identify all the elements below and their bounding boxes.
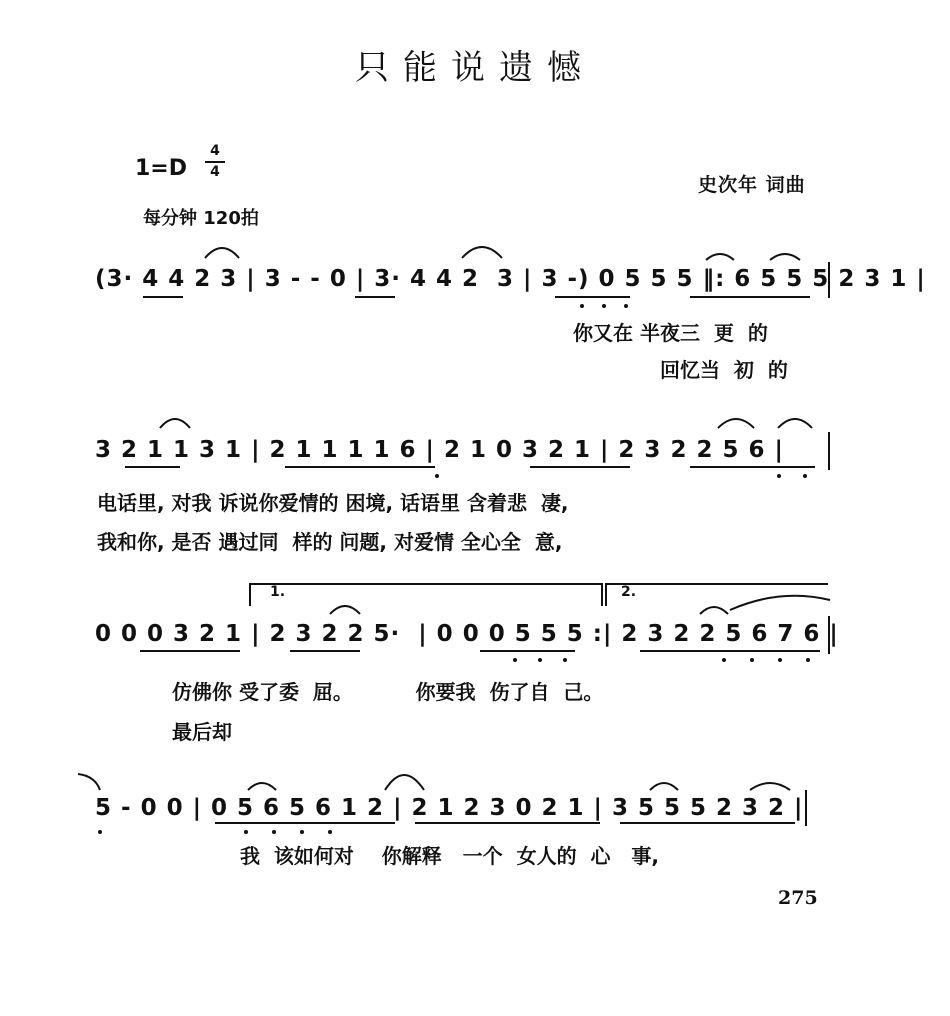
slur (770, 254, 800, 260)
time-signature-top: 4 (210, 143, 220, 159)
octave-dot (750, 658, 754, 662)
slur (330, 606, 360, 614)
octave-dot (300, 830, 304, 834)
lyric-line-3-verse-2: 最后却 (172, 720, 232, 744)
octave-dot (328, 830, 332, 834)
time-signature-bottom: 4 (210, 164, 220, 180)
beam (140, 650, 240, 652)
lyric-line-1-verse-1: 你又在 半夜三 更 的 (573, 321, 768, 345)
octave-dot (602, 304, 606, 308)
slur (730, 596, 830, 610)
octave-dot (624, 304, 628, 308)
octave-dot (563, 658, 567, 662)
octave-dot (777, 474, 781, 478)
lyric-line-2-verse-1: 电话里, 对我 诉说你爱情的 困境, 话语里 含着悲 凄, (97, 491, 569, 515)
octave-dot (538, 658, 542, 662)
notation-line-3: 0 0 0 3 2 1 | 2 3 2 2 5· | 0 0 0 5 5 5 :| 2 3 2 2 5 6 7 6 | (95, 621, 839, 647)
volta-2-label: 2. (621, 584, 637, 600)
slur (248, 783, 276, 790)
slur (718, 419, 754, 428)
beam (355, 296, 395, 298)
slur (700, 607, 728, 614)
beam (415, 822, 600, 824)
octave-dot (98, 830, 102, 834)
page-number: 275 (778, 887, 818, 909)
tempo-marking: 每分钟 120拍 (143, 208, 259, 229)
beam (125, 466, 180, 468)
volta-1-bracket (250, 584, 602, 606)
song-title: 只能说遗憾 (355, 48, 595, 88)
lyric-line-1-verse-2: 回忆当 初 的 (660, 358, 788, 382)
key-signature: 1=D (135, 156, 188, 181)
octave-dot (272, 830, 276, 834)
beam (620, 822, 795, 824)
slur (385, 775, 424, 790)
slur (706, 254, 734, 260)
beam (215, 822, 395, 824)
slur (462, 247, 502, 258)
octave-dot (513, 658, 517, 662)
lyric-line-4-verse-1: 我 该如何对 你解释 一个 女人的 心 事, (240, 844, 660, 868)
beam (640, 650, 820, 652)
beam (690, 466, 815, 468)
octave-dot (722, 658, 726, 662)
beam (690, 296, 810, 298)
beam (530, 466, 630, 468)
slur (650, 783, 678, 790)
beam (143, 296, 183, 298)
lyric-line-3-verse-1: 仿佛你 受了委 屈。 你要我 伤了自 己。 (172, 680, 604, 704)
beam (555, 296, 630, 298)
octave-dot (803, 474, 807, 478)
notation-line-2: 3 2 1 1 3 1 | 2 1 1 1 1 6 | 2 1 0 3 2 1 | 2 3 2 2 5 6 | (95, 437, 784, 463)
octave-dot (435, 474, 439, 478)
lyric-line-2-verse-2: 我和你, 是否 遇过同 样的 问题, 对爱情 全心全 意, (97, 530, 563, 554)
octave-dot (778, 658, 782, 662)
beam (290, 650, 360, 652)
notation-line-1: (3· 4 4 2 3 | 3 - - 0 | 3· 4 4 2 3 | 3 -) 0 5 5 5 ‖: 6 5 5 5 2 3 1 | (95, 266, 926, 292)
slur (205, 248, 239, 258)
slur (778, 419, 812, 428)
beam (480, 650, 575, 652)
composer-credit: 史次年 词曲 (698, 174, 806, 196)
octave-dot (580, 304, 584, 308)
volta-1-label: 1. (270, 584, 286, 600)
octave-dot (244, 830, 248, 834)
octave-dot (806, 658, 810, 662)
notation-line-4: 5 - 0 0 | 0 5 6 5 6 1 2 | 2 1 2 3 0 2 1 | 3 5 5 5 2 3 2 | (95, 795, 804, 821)
slur (160, 419, 190, 428)
slur (750, 783, 790, 790)
slur (78, 774, 100, 790)
beam (285, 466, 435, 468)
